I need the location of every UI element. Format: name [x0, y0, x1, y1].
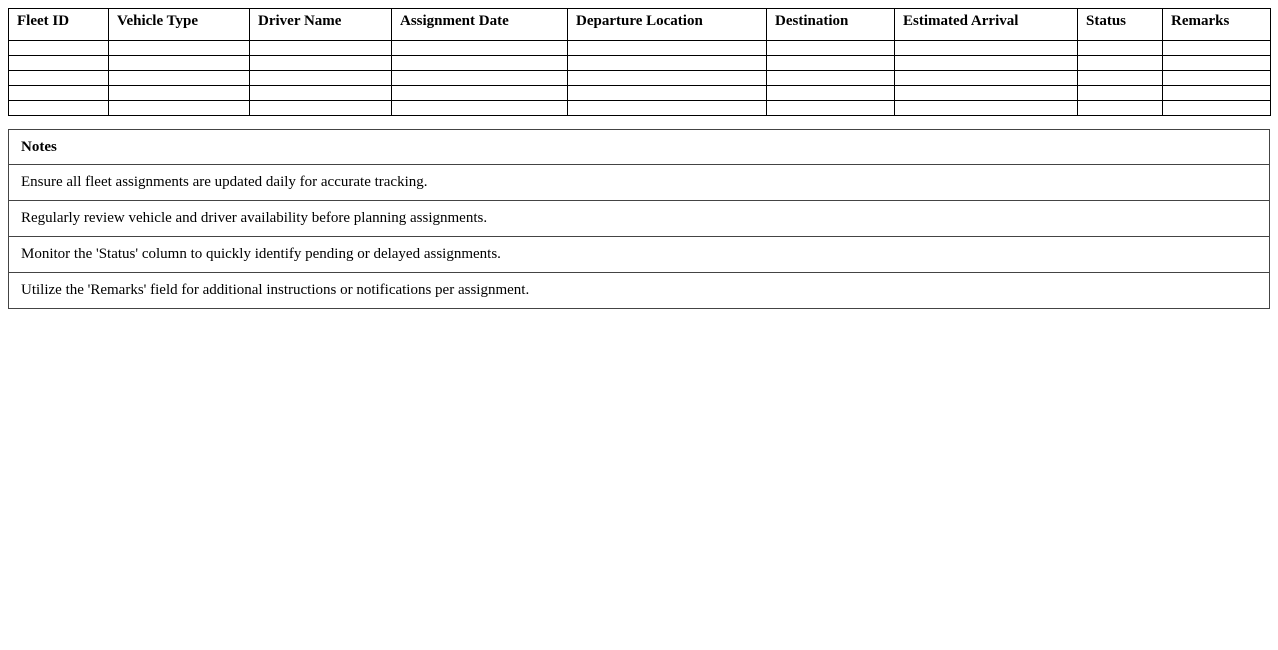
cell-driver-name[interactable]: [250, 56, 392, 71]
cell-destination[interactable]: [767, 41, 895, 56]
cell-departure-location[interactable]: [568, 71, 767, 86]
cell-status[interactable]: [1078, 71, 1163, 86]
note-item: Monitor the 'Status' column to quickly identify pending or delayed assignments.: [9, 237, 1270, 273]
cell-vehicle-type[interactable]: [109, 41, 250, 56]
cell-driver-name[interactable]: [250, 86, 392, 101]
cell-departure-location[interactable]: [568, 56, 767, 71]
column-header-vehicle-type: Vehicle Type: [109, 9, 250, 41]
cell-estimated-arrival[interactable]: [895, 71, 1078, 86]
cell-vehicle-type[interactable]: [109, 56, 250, 71]
table-row[interactable]: [9, 86, 1271, 101]
table-row[interactable]: [9, 71, 1271, 86]
table-row[interactable]: [9, 41, 1271, 56]
cell-vehicle-type[interactable]: [109, 86, 250, 101]
cell-remarks[interactable]: [1163, 56, 1271, 71]
cell-fleet-id[interactable]: [9, 71, 109, 86]
cell-status[interactable]: [1078, 101, 1163, 116]
cell-departure-location[interactable]: [568, 41, 767, 56]
cell-assignment-date[interactable]: [392, 101, 568, 116]
cell-estimated-arrival[interactable]: [895, 56, 1078, 71]
cell-assignment-date[interactable]: [392, 41, 568, 56]
fleet-assignments-table: [8, 8, 1271, 116]
notes-row: [9, 273, 1270, 309]
cell-vehicle-type[interactable]: [109, 71, 250, 86]
table-row[interactable]: [9, 101, 1271, 116]
column-header-driver-name: Driver Name: [250, 9, 392, 41]
cell-fleet-id[interactable]: [9, 41, 109, 56]
cell-destination[interactable]: [767, 86, 895, 101]
column-header-remarks: Remarks: [1163, 9, 1271, 41]
cell-assignment-date[interactable]: [392, 86, 568, 101]
cell-fleet-id[interactable]: [9, 56, 109, 71]
cell-departure-location[interactable]: [568, 101, 767, 116]
column-header-status: Status: [1078, 9, 1163, 41]
column-header-estimated-arrival: Estimated Arrival: [895, 9, 1078, 41]
cell-status[interactable]: [1078, 56, 1163, 71]
column-header-fleet-id: Fleet ID: [9, 9, 109, 41]
notes-row: [9, 237, 1270, 273]
notes-header: Notes: [9, 130, 1270, 165]
cell-driver-name[interactable]: [250, 101, 392, 116]
column-header-destination: Destination: [767, 9, 895, 41]
notes-section: [8, 129, 1270, 309]
document-page: [0, 0, 1278, 309]
notes-row: [9, 165, 1270, 201]
cell-vehicle-type[interactable]: [109, 101, 250, 116]
cell-departure-location[interactable]: [568, 86, 767, 101]
cell-remarks[interactable]: [1163, 71, 1271, 86]
note-item: Regularly review vehicle and driver availability before planning assignments.: [9, 201, 1270, 237]
cell-driver-name[interactable]: [250, 71, 392, 86]
cell-destination[interactable]: [767, 101, 895, 116]
column-header-assignment-date: Assignment Date: [392, 9, 568, 41]
cell-estimated-arrival[interactable]: [895, 41, 1078, 56]
table-row[interactable]: [9, 56, 1271, 71]
cell-status[interactable]: [1078, 86, 1163, 101]
cell-assignment-date[interactable]: [392, 56, 568, 71]
cell-assignment-date[interactable]: [392, 71, 568, 86]
cell-destination[interactable]: [767, 71, 895, 86]
cell-remarks[interactable]: [1163, 101, 1271, 116]
cell-fleet-id[interactable]: [9, 86, 109, 101]
cell-remarks[interactable]: [1163, 86, 1271, 101]
cell-status[interactable]: [1078, 41, 1163, 56]
cell-fleet-id[interactable]: [9, 101, 109, 116]
cell-destination[interactable]: [767, 56, 895, 71]
cell-estimated-arrival[interactable]: [895, 86, 1078, 101]
column-header-departure-location: Departure Location: [568, 9, 767, 41]
note-item: Utilize the 'Remarks' field for additional instructions or notifications per assignment.: [9, 273, 1270, 309]
cell-remarks[interactable]: [1163, 41, 1271, 56]
cell-estimated-arrival[interactable]: [895, 101, 1078, 116]
notes-table: [8, 129, 1270, 309]
notes-header-row: [9, 130, 1270, 165]
cell-driver-name[interactable]: [250, 41, 392, 56]
note-item: Ensure all fleet assignments are updated daily for accurate tracking.: [9, 165, 1270, 201]
notes-row: [9, 201, 1270, 237]
table-header-row: [9, 9, 1271, 41]
